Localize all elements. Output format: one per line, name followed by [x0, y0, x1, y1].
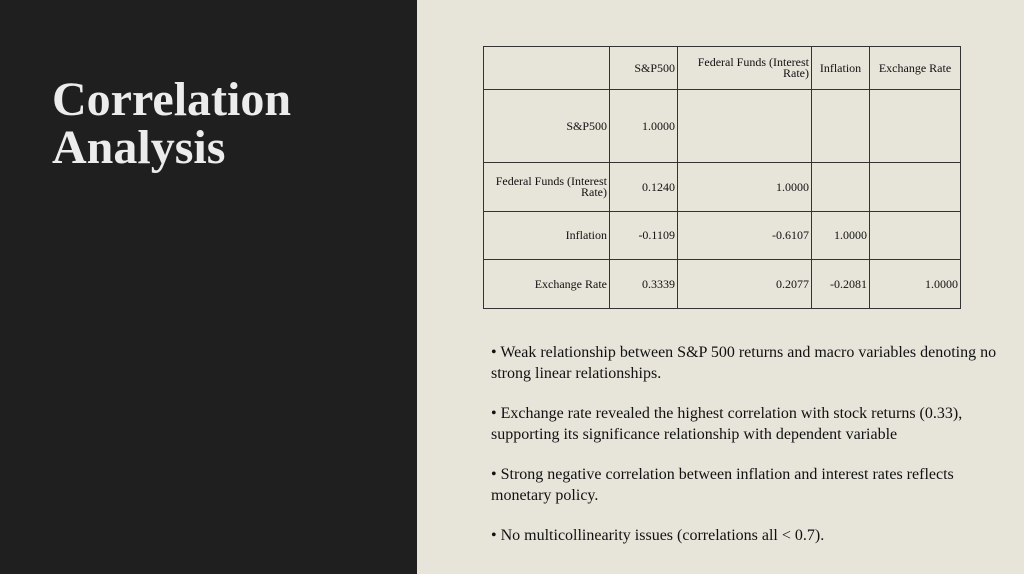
- table-row: [484, 260, 961, 309]
- table-cell: -0.6107: [678, 212, 812, 260]
- table-cell: -0.1109: [610, 212, 678, 260]
- table-corner-cell: [484, 47, 610, 90]
- table-cell: 1.0000: [870, 260, 961, 309]
- row-label: Federal Funds (Interest Rate): [484, 163, 610, 212]
- table-cell: [870, 212, 961, 260]
- col-header-federal-funds: Federal Funds (Interest Rate): [678, 47, 812, 90]
- table-cell: [812, 90, 870, 163]
- table-cell: -0.2081: [812, 260, 870, 309]
- list-item: • Strong negative correlation between inflation and interest rates reflects monetary policy.: [491, 466, 954, 504]
- table-cell: 1.0000: [678, 163, 812, 212]
- col-header-inflation: Inflation: [812, 47, 870, 90]
- table-cell: [870, 163, 961, 212]
- left-panel: [0, 0, 417, 574]
- col-header-exchange-rate: Exchange Rate: [870, 47, 961, 90]
- row-label: Exchange Rate: [484, 260, 610, 309]
- table-cell: 1.0000: [812, 212, 870, 260]
- findings-list: [491, 342, 1006, 565]
- table-cell: [678, 90, 812, 163]
- table-cell: 0.1240: [610, 163, 678, 212]
- table-header-row: [484, 47, 961, 90]
- table-cell: 1.0000: [610, 90, 678, 163]
- table-cell: [812, 163, 870, 212]
- table-row: [484, 90, 961, 163]
- row-label: S&P500: [484, 90, 610, 163]
- list-item: • Weak relationship between S&P 500 returns and macro variables denoting no strong linear relationships.: [491, 344, 997, 382]
- slide-title-line-2: Analysis: [52, 121, 226, 174]
- table-row: [484, 212, 961, 260]
- row-label: Inflation: [484, 212, 610, 260]
- correlation-table: [483, 46, 961, 309]
- col-header-sp500: S&P500: [610, 47, 678, 90]
- slide-title: [52, 73, 392, 174]
- list-item: • No multicollinearity issues (correlations all < 0.7).: [491, 527, 825, 544]
- table-cell: 0.3339: [610, 260, 678, 309]
- slide-title-line-1: Correlation: [52, 73, 292, 126]
- table-cell: [870, 90, 961, 163]
- list-item: • Exchange rate revealed the highest correlation with stock returns (0.33), supporting its significance relationship with dependent variable: [491, 405, 963, 443]
- table-cell: 0.2077: [678, 260, 812, 309]
- table-row: [484, 163, 961, 212]
